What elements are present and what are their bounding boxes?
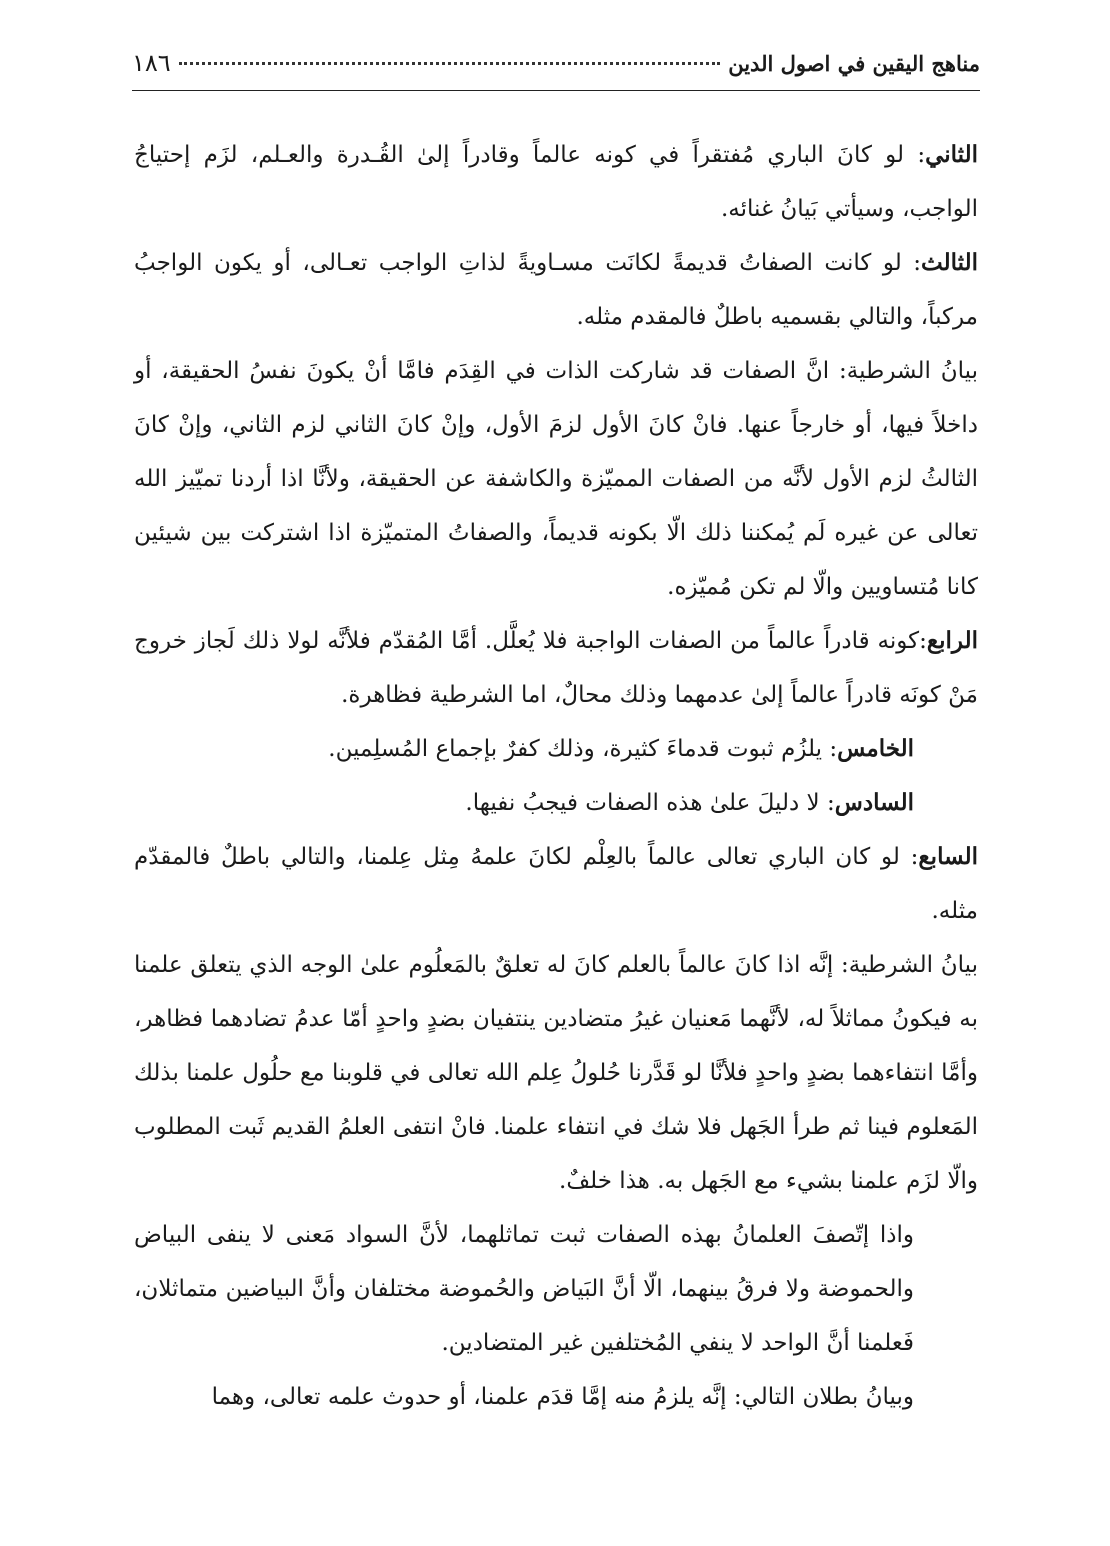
paragraph-lead: الرابع — [926, 627, 978, 654]
paragraph-falsity-explanation — [134, 1370, 978, 1424]
paragraph-text: : لو كانَ الباري مُفتقراً في كونه عالماً وقادراً إلىٰ القُـدرة والعـلم، لزَم إحتياجُ الواجب، وسيأتي بَيانُ غنائه. — [134, 142, 978, 222]
paragraph-text: : لو كانت الصفاتُ قديمةً لكانَت مسـاويةً لذاتِ الواجب تعـالى، أو يكون الواجبُ مركباً، والتالي بقسميه باطلٌ فالمقدم مثله. — [134, 250, 978, 330]
paragraph-lead: السادس — [834, 789, 914, 816]
paragraph-conditional-explanation-2 — [134, 938, 978, 1208]
paragraph-similarity — [134, 1208, 978, 1370]
paragraph-text: :كونه قادراً عالماً من الصفات الواجبة فلا يُعلَّل. أمَّا المُقدّم فلأنَّه لولا ذلك لَجاز خروج مَنْ كونَه قادراً عالماً إلىٰ عدمهما وذلك محالٌ، اما الشرطية فظاهرة. — [134, 628, 978, 708]
header-dot-leader — [179, 62, 721, 65]
paragraph-seventh — [134, 830, 978, 938]
paragraph-text: : يلزُم ثبوت قدماءَ كثيرة، وذلك كفرٌ بإجماع المُسلِمين. — [328, 736, 838, 762]
paragraph-text: واذا إتّصفَ العلمانُ بهذه الصفات ثبت تماثلهما، لأنَّ السواد مَعنى لا ينفى البياض والحموضة ولا فرقُ بينهما، الّا أنَّ البَياض والحُموضة مختلفان وأنَّ البياضين متماثلان، فَعلمنا أنَّ الواحد لا ينفي المُختلفين غير المتضادين. — [134, 1222, 914, 1356]
paragraph-lead: الثالث — [921, 249, 978, 276]
page-number: ١٨٦ — [132, 49, 171, 77]
paragraph-text: : لو كان الباري تعالى عالماً بالعِلْم لكانَ علمهُ مِثل عِلمنا، والتالي باطلٌ فالمقدّم مثله. — [134, 844, 978, 924]
body-text — [134, 128, 978, 1424]
paragraph-lead: السابع — [918, 843, 978, 870]
paragraph-sixth — [134, 776, 978, 830]
paragraph-text: بيانُ الشرطية: إنَّه اذا كانَ عالماً بالعلم كانَ له تعلقٌ بالمَعلُوم علىٰ الوجه الذي يتعلق علمنا به فيكونُ مماثلاً له، لأنَّهما مَعنيان غيرُ متضادين ينتفيان بضدٍ واحدٍ أمّا عدمُ تضادهما فظاهر، وأمَّا انتفاءهما بضدٍ واحدٍ فلأنَّا لو قَدَّرنا حُلولُ عِلم الله تعالى في قلوبنا مع حلُول علمنا بذلك المَعلوم فينا ثم طرأ الجَهل فلا شك في انتفاء علمنا. فانْ انتفى العلمُ القديم ثَبت المطلوب والّا لزَم علمنا بشيء مع الجَهل به. هذا خلفٌ. — [134, 952, 978, 1194]
paragraph-text: وبيانُ بطلان التالي: إنَّه يلزمُ منه إمَّا قدَم علمنا، أو حدوث علمه تعالى، وهما — [211, 1384, 914, 1410]
paragraph-fifth — [134, 722, 978, 776]
running-header — [132, 38, 980, 91]
paragraph-fourth — [134, 614, 978, 722]
paragraph-conditional-explanation — [134, 344, 978, 614]
paragraph-lead: الخامس — [837, 735, 914, 762]
paragraph-second — [134, 128, 978, 236]
book-title: مناهج اليقين في اصول الدين — [728, 50, 980, 76]
paragraph-text: : لا دليلَ علىٰ هذه الصفات فيجبُ نفيها. — [465, 790, 835, 816]
paragraph-lead: الثاني — [925, 141, 978, 168]
paragraph-text: بيانُ الشرطية: انَّ الصفات قد شاركت الذات في القِدَم فامَّا أنْ يكونَ نفسُ الحقيقة، أو داخلاً فيها، أو خارجاً عنها. فانْ كانَ الأول لزمَ الأول، وإنْ كانَ الثاني لزم الثاني، وإنْ كانَ الثالثُ لزم الأول لأنَّه من الصفات المميّزة والكاشفة عن الحقيقة، ولأنَّا اذا أردنا تميّيز الله تعالى عن غيره لَم يُمكننا ذلك الّا بكونه قديماً، والصفاتُ المتميّزة اذا اشتركت بين شيئين كانا مُتساويين والّا لم تكن مُميّزه. — [134, 358, 978, 600]
paragraph-third — [134, 236, 978, 344]
